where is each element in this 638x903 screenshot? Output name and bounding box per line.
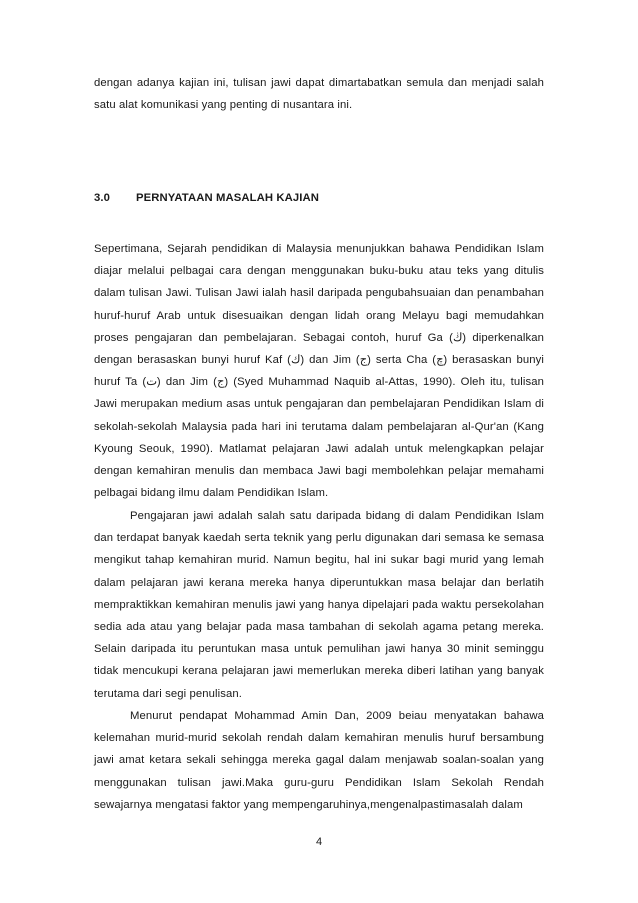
paragraph-sejarah: Sepertimana, Sejarah pendidikan di Malaysia menunjukkan bahawa Pendidikan Islam diajar melalui pelbagai cara dengan menggunakan buku-buku atau teks yang ditulis dalam tulisan Jawi. Tulisan Jawi ialah hasil daripada pengubahsuaian dan penambahan huruf-huruf Arab untuk disesuaikan dengan lidah orang Melayu bagi memudahkan proses pengajaran dan pembelajaran. Sebagai contoh, huruf Ga (ڬ) diperkenalkan dengan berasaskan bunyi huruf Kaf (ك) dan Jim (ج) serta Cha (چ) berasaskan bunyi huruf Ta (ت) dan Jim (ج) (Syed Muhammad Naquib al-Attas, 1990). Oleh itu, tulisan Jawi merupakan medium asas untuk pengajaran dan pembelajaran Pendidikan Islam di sekolah-sekolah Malaysia pada hari ini terutama dalam pembelajaran al-Qur'an (Kang Kyoung Seouk, 1990). Matlamat pelajaran Jawi adalah untuk melengkapkan pelajar dengan kemahiran menulis dan membaca Jawi bagi membolehkan pelajar memahami pelbagai bidang ilmu dalam Pendidikan Islam. (94, 243, 545, 500)
section-heading (94, 192, 319, 204)
paragraph-pengajaran: Pengajaran jawi adalah salah satu daripada bidang di dalam Pendidikan Islam dan terdapat banyak kaedah serta teknik yang perlu digunakan dari semasa ke semasa mengikut tahap kemahiran murid. Namun begitu, hal ini sukar bagi murid yang lemah dalam pelajaran jawi kerana mereka hanya diperuntukkan masa belajar dan berlatih mempraktikkan kemahiran menulis jawi yang hanya dipelajari pada waktu persekolahan sedia ada atau yang belajar pada masa tambahan di sekolah agama petang mereka. Selain daripada itu peruntukan masa untuk pemulihan jawi hanya 30 minit seminggu tidak mencukupi kerana pelajaran jawi memerlukan mereka diberi latihan yang banyak terutama dari segi penulisan. (94, 510, 544, 700)
paragraph-menurut: Menurut pendapat Mohammad Amin Dan, 2009 beiau menyatakan bahawa kelemahan murid-murid sekolah rendah dalam kemahiran menulis huruf bersambung jawi amat ketara sekali sehingga mereka gagal dalam menjawab soalan-soalan yang menggunakan tulisan jawi.Maka guru-guru Pendidikan Islam Sekolah Rendah sewajarnya mengatasi faktor yang mempengaruhinya,mengenalpastimasalah dalam (94, 710, 544, 811)
section-number: 3.0 (94, 192, 111, 204)
intro-paragraph: dengan adanya kajian ini, tulisan jawi dapat dimartabatkan semula dan menjadi salah satu alat komunikasi yang penting di nusantara ini. (94, 77, 544, 112)
section-title: PERNYATAAN MASALAH KAJIAN (136, 192, 320, 204)
page-number: 4 (315, 836, 323, 848)
